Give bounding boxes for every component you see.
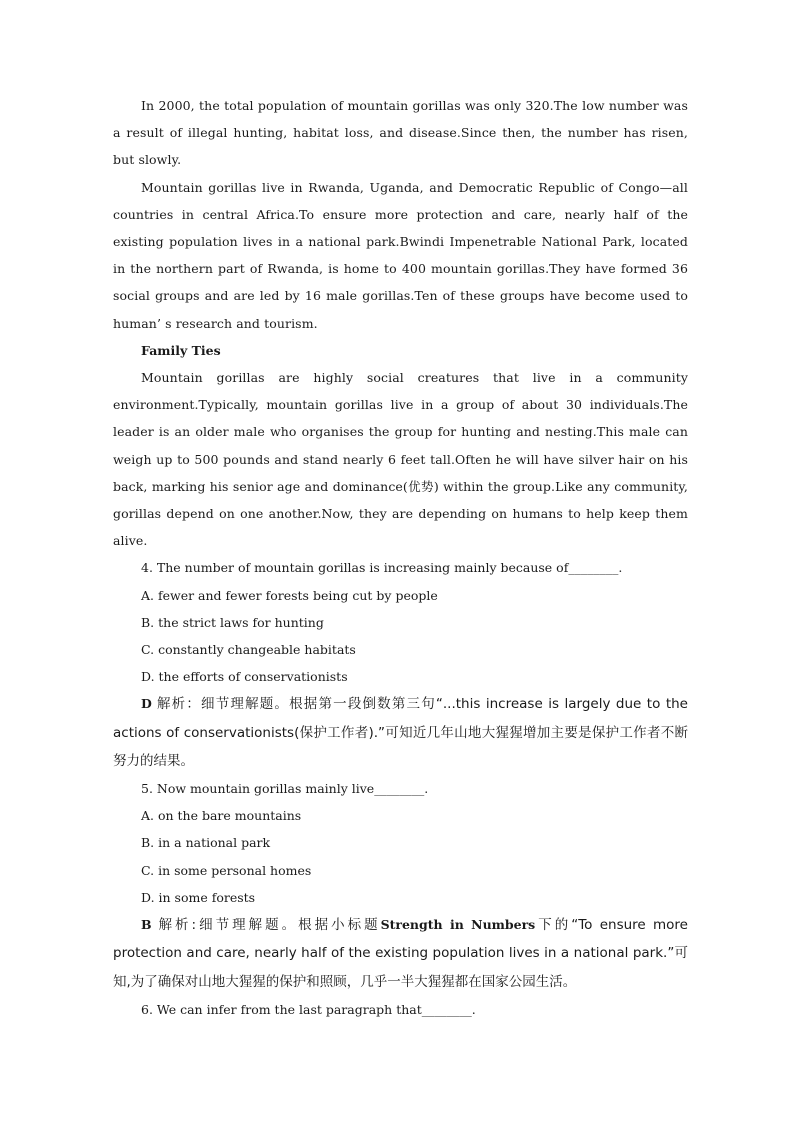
question-4-analysis: 解析：细节理解题。根据第一段倒数第三句“...this increase is largely due to the actions of conservationists(保护工作者).”可知近几年山地大猩猩增加主要是保护工作者不断努力的结果。 — [113, 696, 688, 769]
question-4-option-b: B. the strict laws for hunting — [141, 614, 324, 630]
question-4-stem: 4. The number of mountain gorillas is increasing mainly because of________. — [141, 560, 623, 576]
question-5-answer — [113, 911, 688, 996]
question-4-option-c: C. constantly changeable habitats — [141, 642, 356, 658]
passage-paragraph-1: In 2000, the total population of mountain gorillas was only 320.The low number was a result of illegal hunting, habitat loss, and disease.Since then, the number has risen, but slowly. — [113, 98, 688, 168]
question-4-answer-letter: D — [141, 696, 152, 712]
question-6-stem: 6. We can infer from the last paragraph that________. — [141, 1001, 476, 1017]
question-5-option-d: D. in some forests — [141, 889, 256, 905]
question-5-option-a: A. on the bare mountains — [141, 808, 302, 824]
section-heading: Family Ties — [141, 342, 221, 358]
question-5-analysis-pre: 解析:细节理解题。根据小标题 — [158, 917, 381, 934]
passage-paragraph-3: Mountain gorillas are highly social creatures that live in a community environment.Typically, mountain gorillas live in a group of about 30 individuals.The leader is an older male who organises the group for hunting and nesting.This male can weigh up to 500 pounds and stand nearly 6 feet tall.Often he will have silver hair on his back, marking his senior age and dominance(优势) within the group.Like any community, gorillas depend on one another.Now, they are depending on humans to help keep them alive. — [113, 370, 688, 549]
question-5-stem: 5. Now mountain gorillas mainly live________. — [141, 781, 429, 797]
document-page — [113, 92, 688, 1023]
question-4-answer — [113, 690, 688, 775]
passage-paragraph-2: Mountain gorillas live in Rwanda, Uganda, and Democratic Republic of Congo—all countries in central Africa.To ensure more protection and care, nearly half of the existing population lives in a national park.Bwindi Impenetrable National Park, located in the northern part of Rwanda, is home to 400 mountain gorillas.They have formed 36 social groups and are led by 16 male gorillas.Ten of these groups have become used to human’ s research and tourism. — [113, 179, 688, 331]
question-5-analysis-subtitle: Strength in Numbers — [380, 917, 536, 933]
question-5-option-c: C. in some personal homes — [141, 862, 312, 878]
question-5-answer-letter: B — [141, 917, 152, 933]
question-4-option-a: A. fewer and fewer forests being cut by people — [141, 587, 438, 603]
question-4-option-d: D. the efforts of conservationists — [141, 669, 348, 685]
question-5-option-b: B. in a national park — [141, 835, 271, 851]
question-5-analysis-post: 下的“To ensure more protection and care, nearly half of the existing population lives in a national park.”可知,为了确保对山地大猩猩的保护和照顾，几乎一半大猩猩都在国家公园生活。 — [113, 917, 688, 990]
